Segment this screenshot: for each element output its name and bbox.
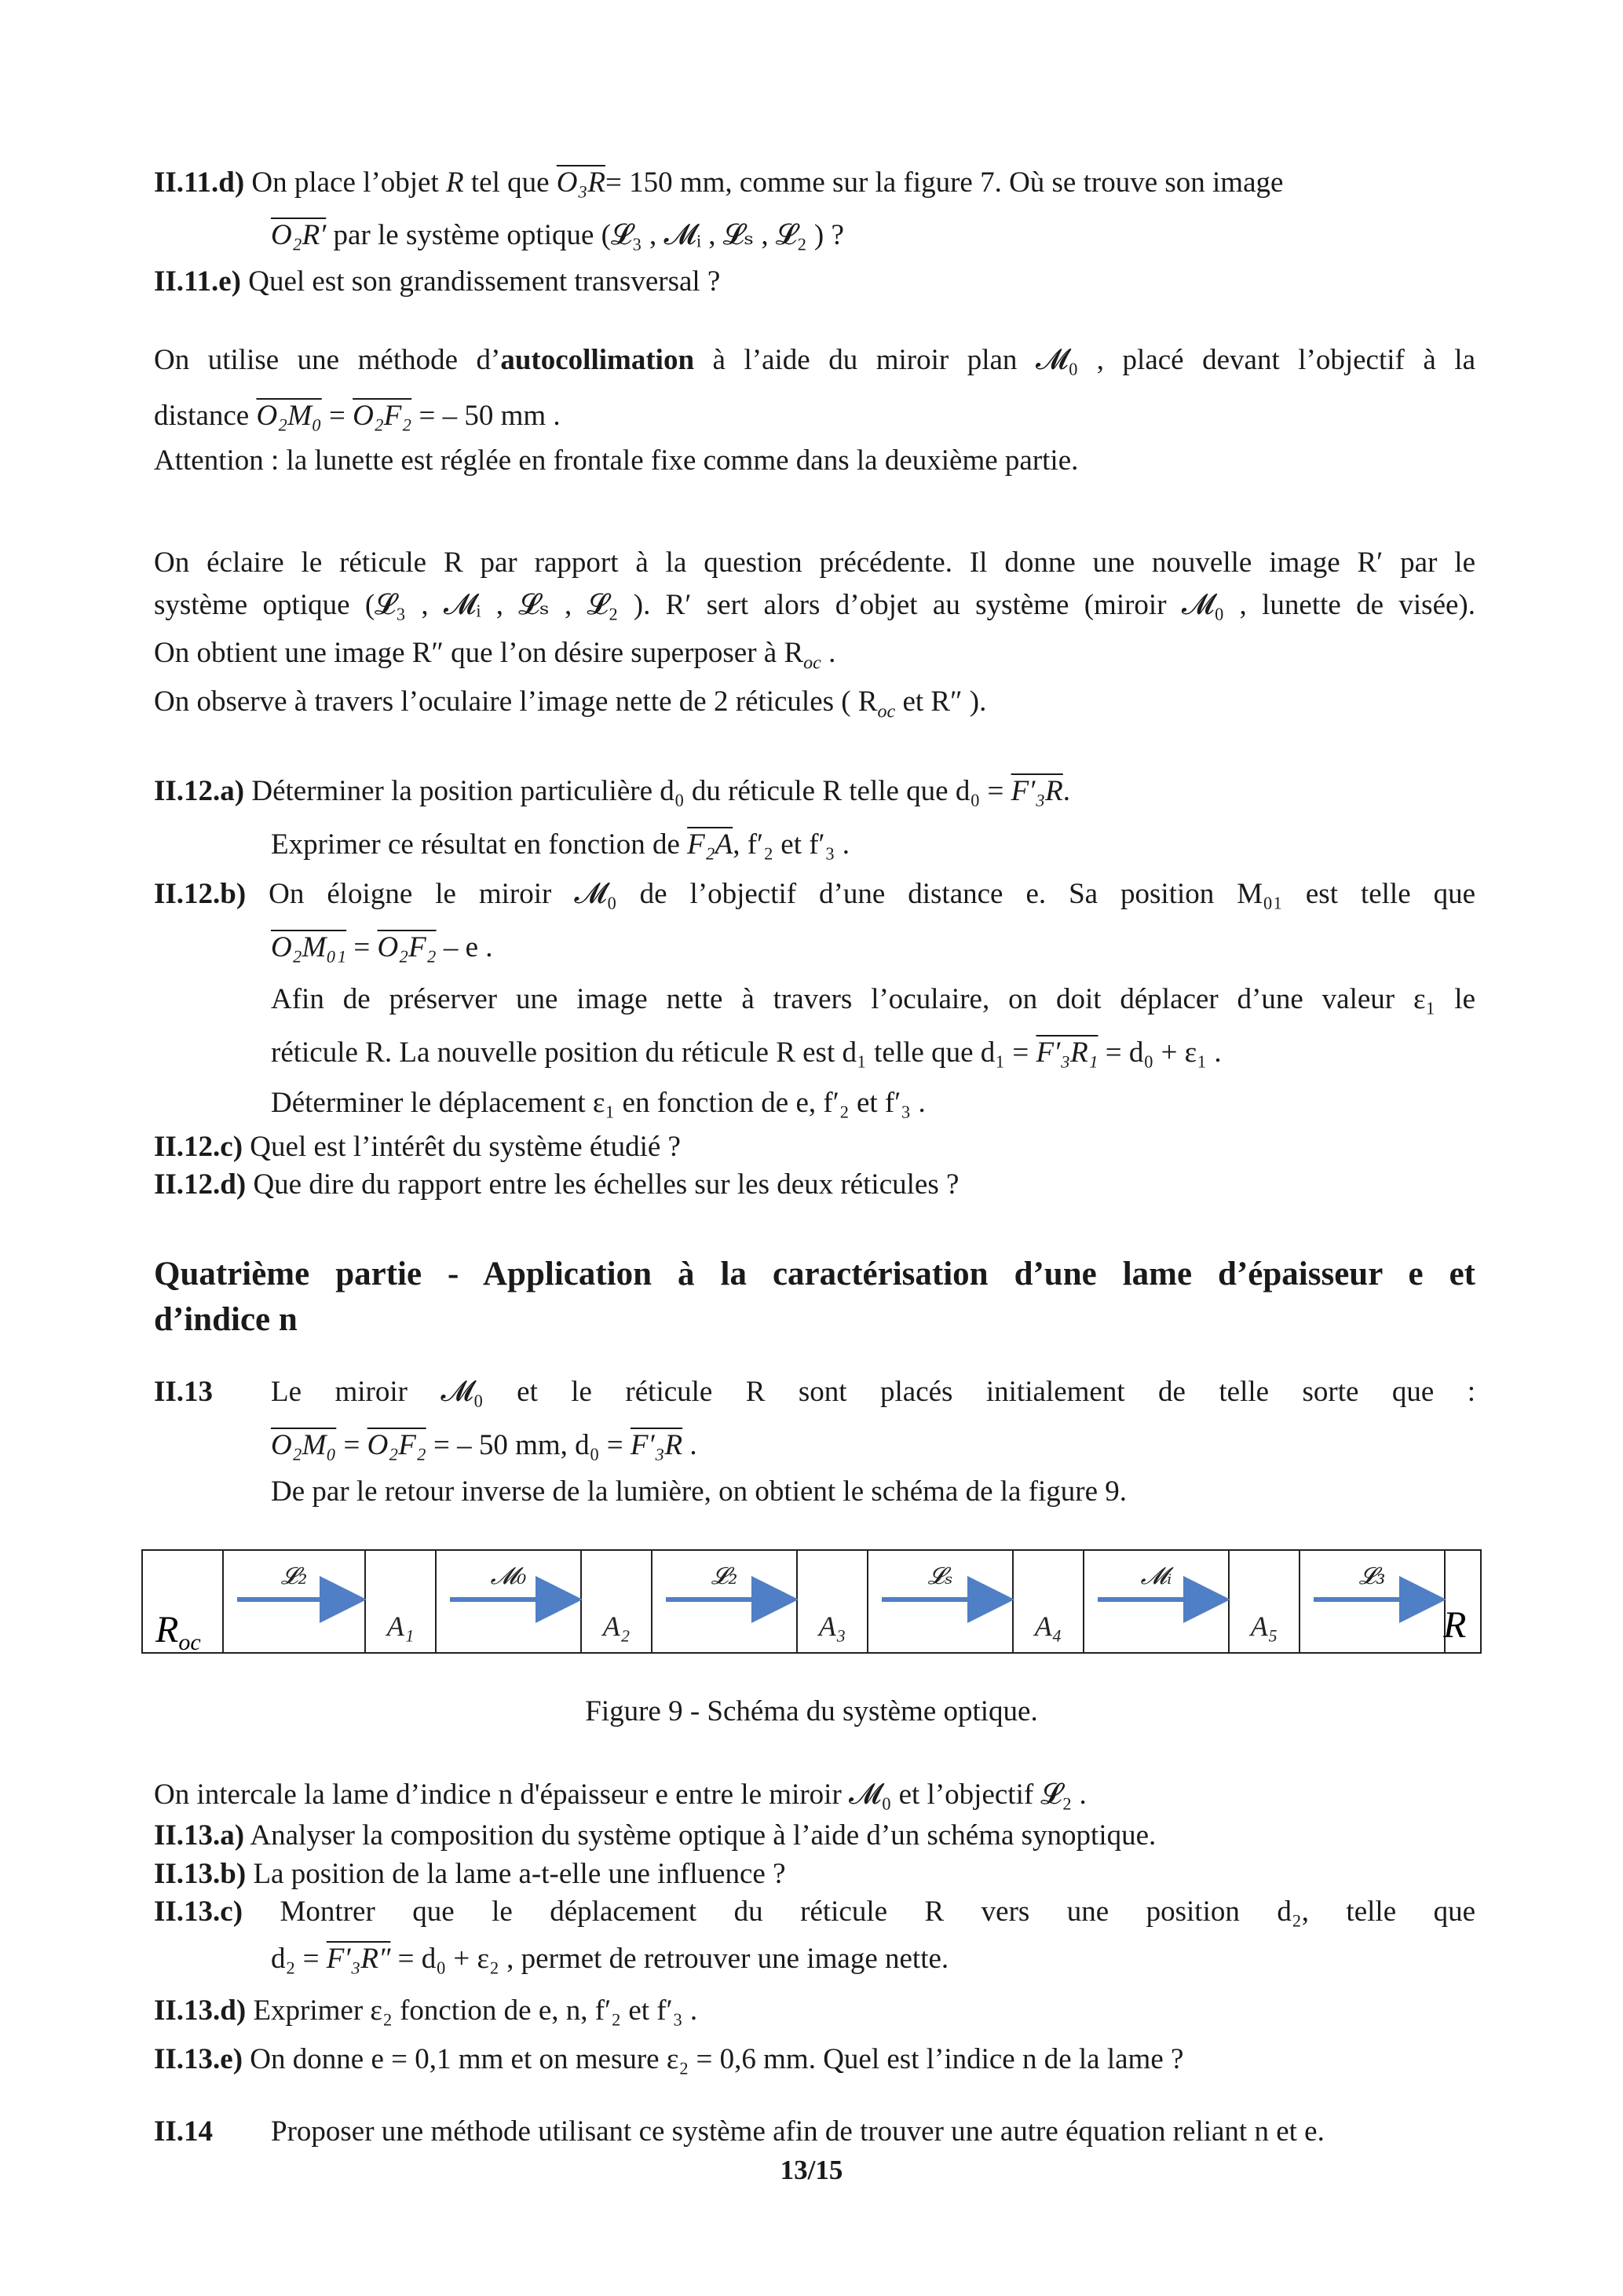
paragraph-reticule-4: On observe à travers l’oculaire l’image nette de 2 réticules ( $R_{oc}$ et R″ ). [154,686,987,722]
figure-9-caption: Figure 9 - Schéma du système optique. [585,1695,1038,1727]
page-number: 13/15 [780,2155,843,2185]
figure-9-element-label: 𝓜ᵢ [1140,1563,1172,1590]
paragraph-lame: On intercale la lame d’indice n d'épaisseur e entre le miroir 𝓜₀ et l’objectif 𝓛₂ . [154,1779,1087,1811]
question-II-11-d-cont: O₂R′ par le système optique (𝓛₃ , 𝓜ᵢ , 𝓛ₛ , 𝓛₂ ) ? [271,219,844,251]
question-II-14: Proposer une méthode utilisant ce système afin de trouver une autre équation reliant n et e. [271,2115,1325,2148]
paragraph-autocollimation: On utilise une méthode d’autocollimation à l’aide du miroir plan 𝓜₀ , placé devant l’objectif à la [154,344,1475,376]
question-II-13-d: II.13.d) Exprimer ε₂ fonction de e, n, f′₂ et f′₃ . [154,1994,698,2027]
question-II-13-label: II.13 [154,1376,214,1408]
figure-9-element-label: 𝓛₂ [711,1563,738,1590]
question-II-12-b: II.12.b) On éloigne le miroir 𝓜₀ de l’objectif d’une distance e. Sa position M₀₁ est telle que [154,878,1476,910]
figure-9-node-label: A₃ [818,1610,846,1642]
section-heading: Quatrième partie - Application à la caractérisation d’une lame d’épaisseur e et [154,1256,1475,1292]
question-II-13-c: II.13.c) Montrer que le déplacement du réticule R vers une position d₂, telle que [154,1896,1475,1928]
figure-9-node-label: A₁ [386,1610,415,1642]
paragraph-distance: distance O₂M₀ = O₂F₂ = – 50 mm . [154,400,561,432]
figure-9-diagram [141,1549,1482,1654]
question-II-12-a: II.12.a) Déterminer la position particulière d₀ du réticule R telle que d₀ = F′₃R. [154,775,1071,807]
question-II-13: Le miroir 𝓜₀ et le réticule R sont placés initialement de telle sorte que : [271,1376,1475,1408]
figure-9-element-label: 𝓛₂ [280,1563,308,1590]
question-II-13-eq: O₂M₀ = O₂F₂ = – 50 mm, d₀ = F′₃R . [271,1429,697,1461]
figure-9-element-label: 𝓛ₛ [927,1563,953,1590]
figure-9-element-label: 𝓛₃ [1358,1563,1386,1590]
section-heading-cont: d’indice n [154,1301,298,1338]
question-II-12-a-cont: Exprimer ce résultat en fonction de F₂A, f′₂ et f′₃ . [271,828,850,861]
question-II-12-c: II.12.c) Quel est l’intérêt du système étudié ? [154,1131,681,1163]
figure-9-node-label: A₂ [602,1610,631,1642]
question-II-12-b-eq: O₂M₀₁ = O₂F₂ – e . [271,931,493,963]
paragraph-reticule-2: système optique (𝓛₃ , 𝓜ᵢ , 𝓛ₛ , 𝓛₂ ). R′ sert alors d’objet au système (miroir 𝓜₀ , lunette de visée). [154,589,1475,621]
figure-9-element-label: 𝓜₀ [490,1563,527,1590]
question-II-12-b-cont3: Déterminer le déplacement ε₁ en fonction de e, f′₂ et f′₃ . [271,1087,926,1119]
paragraph-attention: Attention : la lunette est réglée en frontale fixe comme dans la deuxième partie. [154,444,1079,477]
figure-9-node-label: A₅ [1250,1610,1278,1642]
question-II-13-e: II.13.e) On donne e = 0,1 mm et on mesure ε₂ = 0,6 mm. Quel est l’indice n de la lame ? [154,2043,1184,2075]
question-II-13-c-cont: d₂ = F′₃R″ = d₀ + ε₂ , permet de retrouver une image nette. [271,1943,949,1975]
question-II-13-cont: De par le retour inverse de la lumière, on obtient le schéma de la figure 9. [271,1475,1128,1508]
paragraph-reticule-1: On éclaire le réticule R par rapport à la question précédente. Il donne une nouvelle image R′ par le [154,547,1475,579]
paragraph-reticule-3: On obtient une image R″ que l’on désire superposer à $R_{oc}$ . [154,637,836,674]
figure-9-node-label: A₄ [1034,1610,1062,1642]
question-II-13-a: II.13.a) Analyser la composition du système optique à l’aide d’un schéma synoptique. [154,1819,1157,1852]
question-II-12-b-cont2: réticule R. La nouvelle position du réticule R est d₁ telle que d₁ = F′₃R₁ = d₀ + ε₁ . [271,1036,1222,1069]
question-II-14-label: II.14 [154,2115,214,2148]
question-II-12-d: II.12.d) Que dire du rapport entre les échelles sur les deux réticules ? [154,1168,960,1201]
figure-9-start-label: $R_{oc}$ [155,1609,201,1654]
question-II-12-b-cont1: Afin de préserver une image nette à travers l’oculaire, on doit déplacer d’une valeur ε₁ le [271,983,1475,1015]
figure-9-end-label: R [1443,1604,1467,1646]
question-II-13-b: II.13.b) La position de la lame a-t-elle une influence ? [154,1858,786,1890]
question-II-11-e: II.11.e) Quel est son grandissement transversal ? [154,265,721,298]
question-II-11-d: II.11.d) On place l’objet R tel que O₃R= 150 mm, comme sur la figure 7. Où se trouve son image [154,166,1284,199]
